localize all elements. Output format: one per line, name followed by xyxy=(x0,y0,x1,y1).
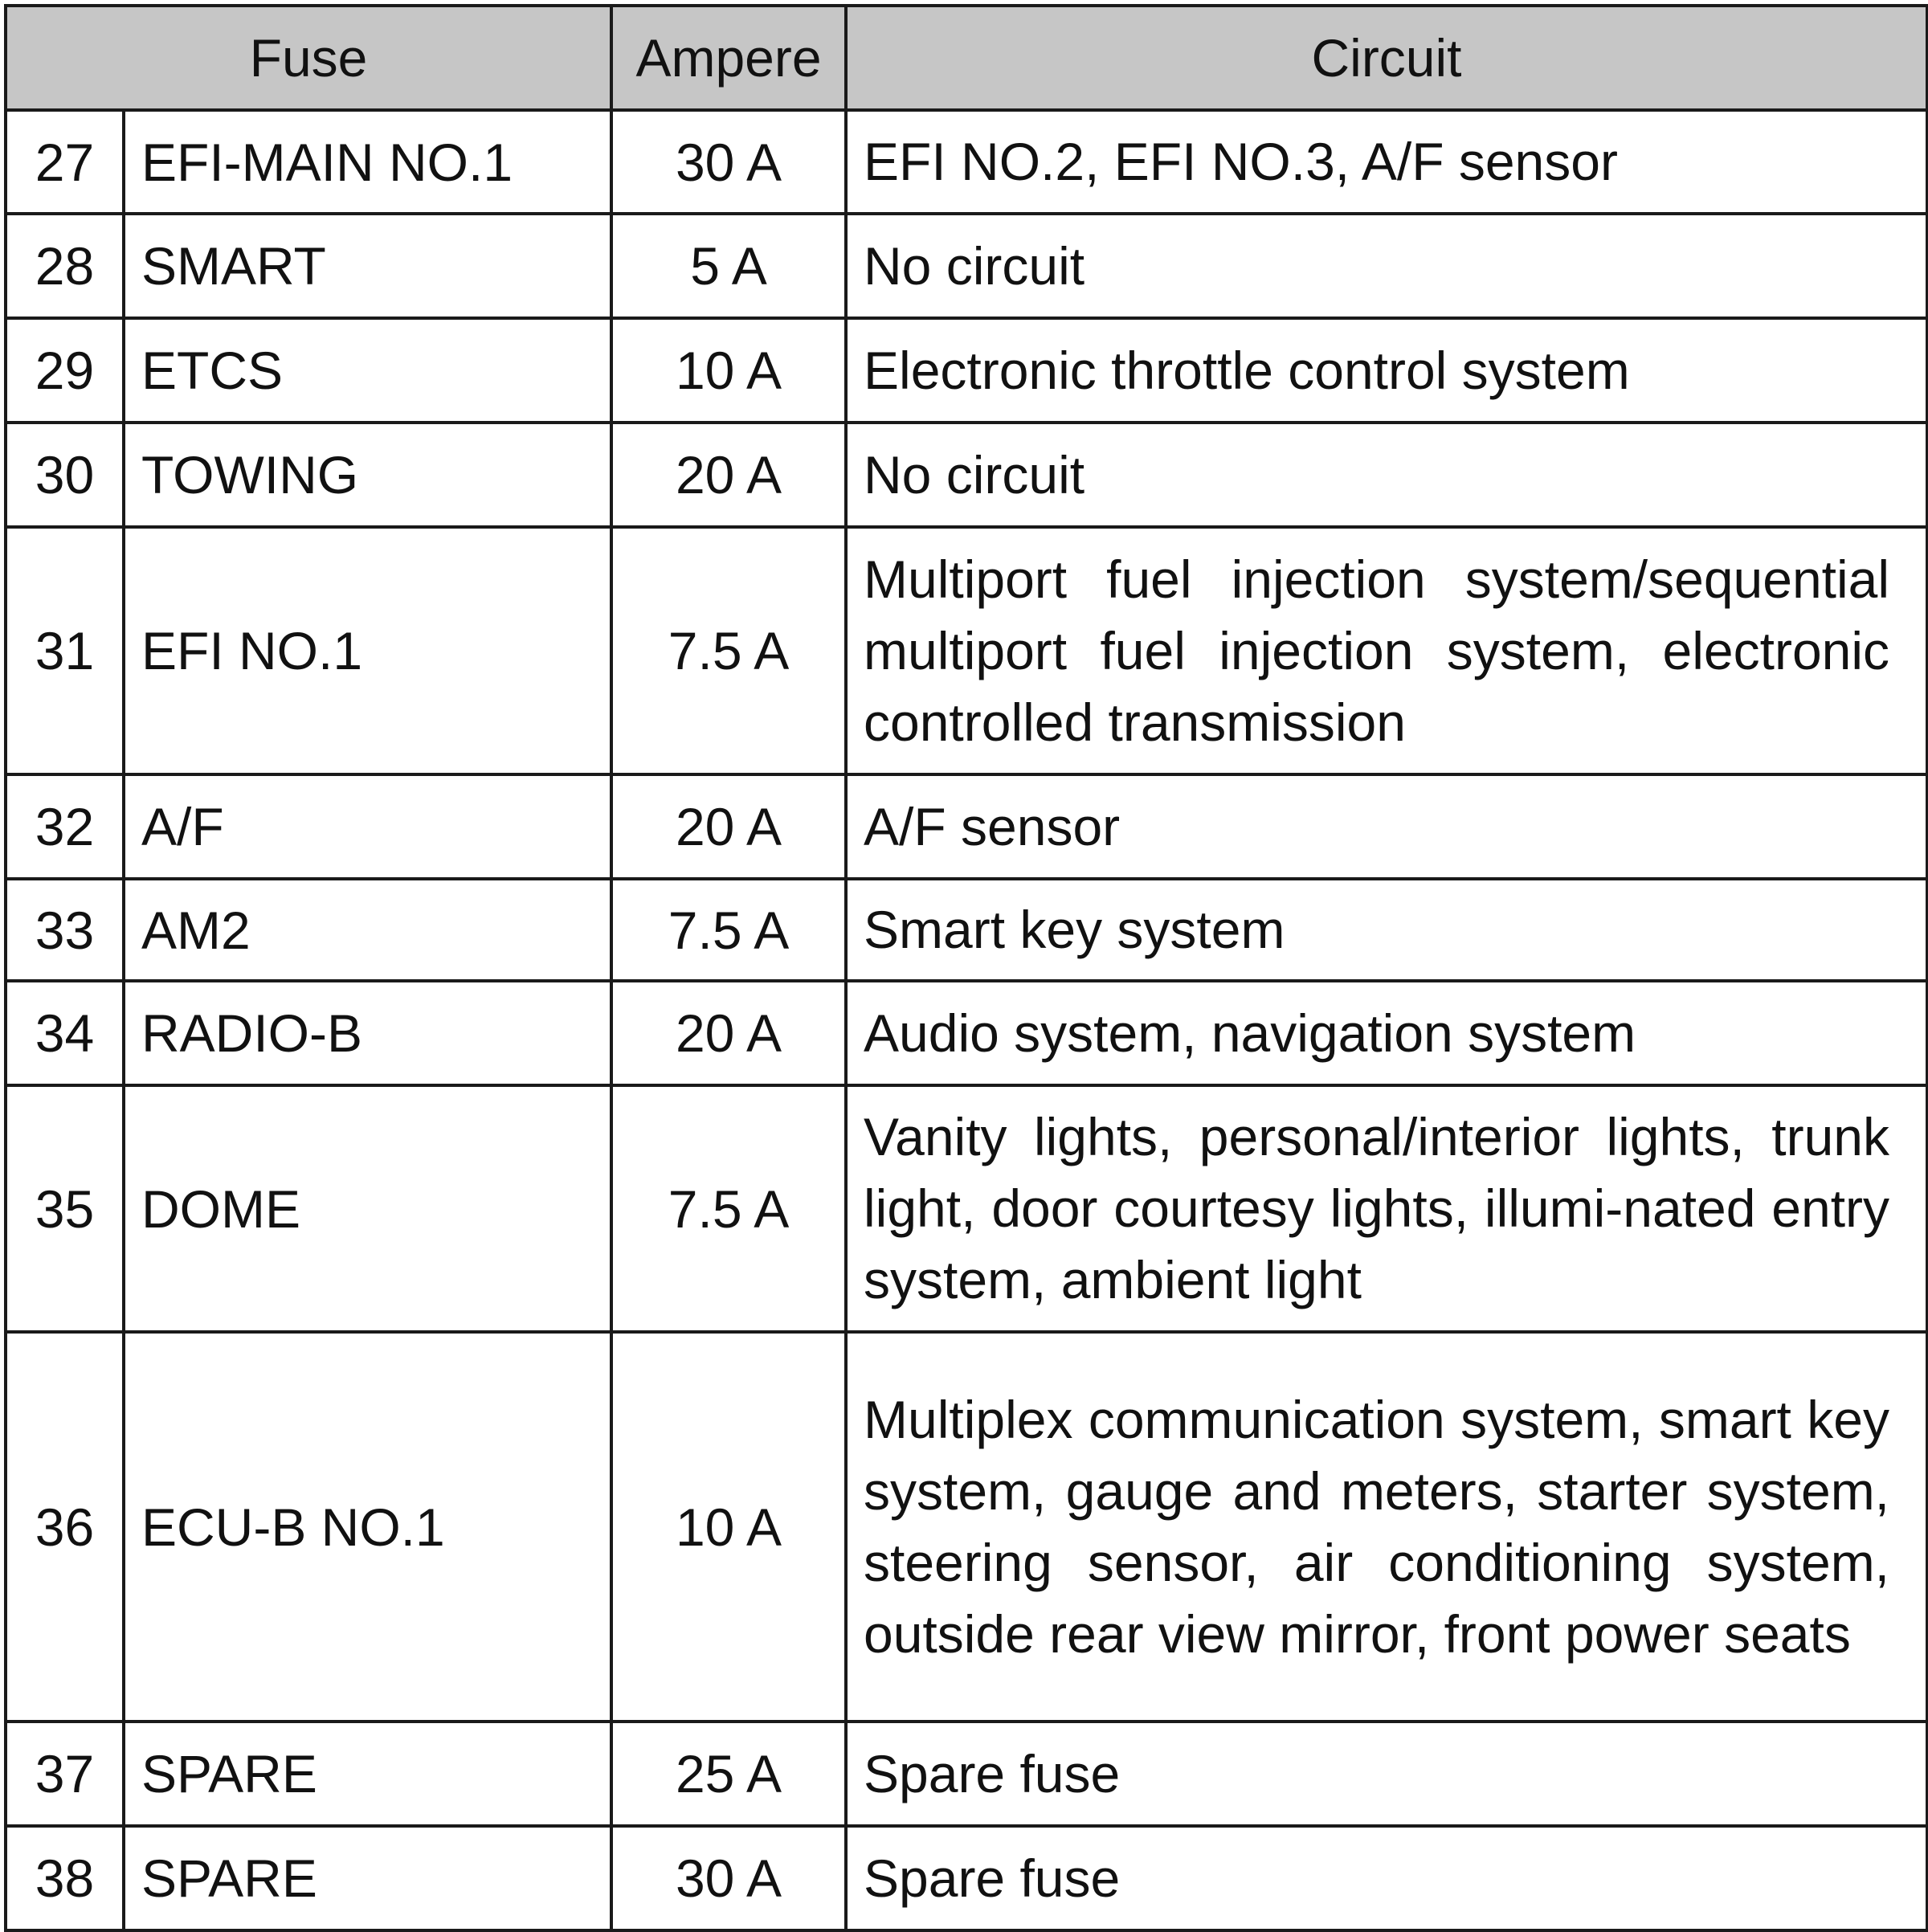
table-row xyxy=(6,879,1927,981)
ampere-header: Ampere xyxy=(611,6,846,110)
fuse-number: 37 xyxy=(6,1722,124,1826)
fuse-ampere: 20 A xyxy=(611,774,846,879)
table-row xyxy=(6,110,1927,214)
fuse-name: SPARE xyxy=(124,1826,611,1930)
fuse-name: A/F xyxy=(124,774,611,879)
fuse-circuit xyxy=(846,879,1927,981)
fuse-number: 29 xyxy=(6,318,124,423)
table-row xyxy=(6,214,1927,318)
fuse-circuit xyxy=(846,1722,1927,1826)
fuse-circuit xyxy=(846,774,1927,879)
circuit-text: No circuit xyxy=(864,444,1085,504)
fuse-circuit xyxy=(846,1332,1927,1722)
circuit-text: Electronic throttle control system xyxy=(864,340,1630,400)
table-row xyxy=(6,318,1927,423)
fuse-circuit xyxy=(846,214,1927,318)
fuse-number: 32 xyxy=(6,774,124,879)
fuse-name: EFI-MAIN NO.1 xyxy=(124,110,611,214)
fuse-ampere: 10 A xyxy=(611,318,846,423)
table-row xyxy=(6,774,1927,879)
fuse-name: DOME xyxy=(124,1085,611,1332)
fuse-ampere: 20 A xyxy=(611,981,846,1085)
circuit-text: No circuit xyxy=(864,235,1085,296)
fuse-circuit xyxy=(846,423,1927,527)
fuse-circuit xyxy=(846,527,1927,774)
fuse-ampere: 30 A xyxy=(611,1826,846,1930)
fuse-number: 27 xyxy=(6,110,124,214)
table-row xyxy=(6,527,1927,774)
circuit-text: A/F sensor xyxy=(864,796,1121,856)
table-row xyxy=(6,1722,1927,1826)
fuse-number: 30 xyxy=(6,423,124,527)
table-row xyxy=(6,1085,1927,1332)
fuse-name: ECU-B NO.1 xyxy=(124,1332,611,1722)
fuse-number: 38 xyxy=(6,1826,124,1930)
fuse-number: 36 xyxy=(6,1332,124,1722)
fuse-circuit xyxy=(846,110,1927,214)
fuse-name: ETCS xyxy=(124,318,611,423)
fuse-ampere: 10 A xyxy=(611,1332,846,1722)
fuse-circuit xyxy=(846,318,1927,423)
fuse-header: Fuse xyxy=(6,6,611,110)
fuse-name: EFI NO.1 xyxy=(124,527,611,774)
fuse-number: 28 xyxy=(6,214,124,318)
fuse-name: SPARE xyxy=(124,1722,611,1826)
fuse-name: SMART xyxy=(124,214,611,318)
circuit-text: Spare fuse xyxy=(864,1848,1121,1908)
fuse-number: 33 xyxy=(6,879,124,981)
fuse-circuit xyxy=(846,981,1927,1085)
circuit-text: EFI NO.2, EFI NO.3, A/F sensor xyxy=(864,132,1618,191)
fuse-ampere: 20 A xyxy=(611,423,846,527)
circuit-text: Vanity lights, personal/interior lights, trunk light, door courtesy lights, illumi-nated entry system, ambient light xyxy=(864,1107,1890,1309)
table-row xyxy=(6,1332,1927,1722)
fuse-ampere: 7.5 A xyxy=(611,879,846,981)
table-row xyxy=(6,981,1927,1085)
fuse-circuit xyxy=(846,1085,1927,1332)
circuit-header: Circuit xyxy=(846,6,1927,110)
fuse-ampere: 7.5 A xyxy=(611,1085,846,1332)
fuse-name: RADIO-B xyxy=(124,981,611,1085)
circuit-text: Audio system, navigation system xyxy=(864,1003,1636,1063)
circuit-text: Multiplex communication system, smart key system, gauge and meters, starter system, steering sensor, air conditioning system, outside rear view mirror, front power seats xyxy=(864,1389,1890,1664)
fuse-number: 35 xyxy=(6,1085,124,1332)
fuse-name: AM2 xyxy=(124,879,611,981)
table-header-row xyxy=(6,6,1927,110)
fuse-table xyxy=(4,4,1928,1932)
fuse-name: TOWING xyxy=(124,423,611,527)
circuit-text: Multiport fuel injection system/sequential multiport fuel injection system, electronic controlled transmission xyxy=(864,549,1890,752)
fuse-number: 31 xyxy=(6,527,124,774)
fuse-ampere: 30 A xyxy=(611,110,846,214)
fuse-circuit xyxy=(846,1826,1927,1930)
circuit-text: Smart key system xyxy=(864,900,1285,959)
circuit-text: Spare fuse xyxy=(864,1743,1121,1803)
table-row xyxy=(6,1826,1927,1930)
table-row xyxy=(6,423,1927,527)
fuse-ampere: 7.5 A xyxy=(611,527,846,774)
fuse-number: 34 xyxy=(6,981,124,1085)
fuse-ampere: 5 A xyxy=(611,214,846,318)
fuse-ampere: 25 A xyxy=(611,1722,846,1826)
